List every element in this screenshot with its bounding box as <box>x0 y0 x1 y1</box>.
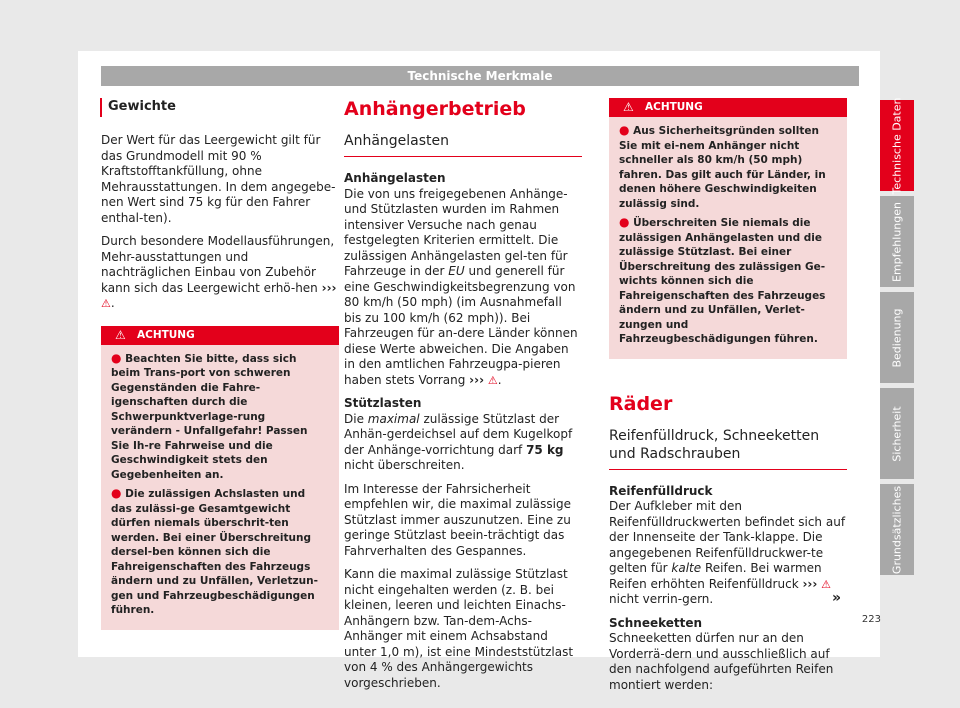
subheading: Anhängelasten <box>344 171 446 185</box>
tab-sicherheit[interactable]: Sicherheit <box>880 388 914 479</box>
ref-arrows-icon: ››› <box>469 372 485 387</box>
subheading: Schneeketten <box>609 615 703 630</box>
bullet-icon: ● <box>111 350 122 365</box>
page-number: 223 <box>861 614 881 625</box>
warning-triangle-icon: ⚠ <box>623 100 634 114</box>
paragraph: Die maximal zulässige Stützlast der Anhän-gerdeichsel auf dem Kugelkopf der Anhänge-vorrichtung darf 75 kg nicht überschreiten. <box>344 411 573 472</box>
column-trailer <box>344 98 582 699</box>
ref-arrows-icon: ››› <box>321 280 337 295</box>
subheading: Stützlasten <box>344 396 422 410</box>
chapter-title: Räder <box>609 392 673 415</box>
subheading: Reifenfülldruck <box>609 483 713 498</box>
paragraph: Der Aufkleber mit den Reifenfülldruckwerten befindet sich auf der Innenseite der Tank-klappe. Die angegebenen Reifenfülldruckwer-te gelten für kalte Reifen. Bei warmen Reifen erhöhten Reifenfülldruck ››› ⚠ nicht verrin-gern. <box>609 499 846 606</box>
chapter-subtitle: Reifenfülldruck, Schneeketten und Radschrauben <box>609 427 847 470</box>
paragraph: Durch besondere Modellausführungen, Mehr-ausstattungen und nachträglichen Einbau von Zubehör kann sich das Leergewicht erhö-hen ››› ⚠. <box>101 234 337 310</box>
warning-item: ● Die zulässigen Achslasten und das zulässi-ge Gesamtgewicht dürfen niemals überschrit-ten werden. Bei einer Überschreitung dersel-ben können sich die Fahreigenschaften des Fahrzeugs ändern und zu Unfällen, Verletzun-gen und Fahrzeugbeschädigungen führen. <box>111 486 318 616</box>
warning-triangle-icon: ⚠ <box>487 373 498 387</box>
page-header: Technische Merkmale <box>101 66 859 86</box>
ref-arrows-icon: ››› <box>802 576 818 591</box>
chapter-subtitle: Anhängelasten <box>344 132 582 157</box>
tab-empfehlungen[interactable]: Empfehlungen <box>880 196 914 287</box>
warning-box <box>101 326 339 630</box>
chapter-title: Anhängerbetrieb <box>344 98 526 120</box>
bullet-icon: ● <box>619 215 630 229</box>
column-wheels <box>609 98 847 701</box>
warning-triangle-icon: ⚠ <box>101 297 111 310</box>
paragraph: Der Wert für das Leergewicht gilt für das Grundmodell mit 90 % Kraftstofftankfüllung, ohne Mehrausstattungen. In dem angegebe-nen Wert sind 75 kg für den Fahrer enthal-ten). <box>101 133 336 225</box>
column-weights <box>101 98 339 630</box>
tab-technische-daten[interactable]: Technische Daten <box>880 100 914 191</box>
warning-item: ● Aus Sicherheitsgründen sollten Sie mit ei-nem Anhänger nicht schneller als 80 km/h (50 mph) fahren. Das gilt auch für Länder, in denen höhere Geschwindigkeiten zulässig sind. <box>619 123 826 210</box>
warning-item: ● Überschreiten Sie niemals die zulässigen Anhängelasten und die zulässige Stützlast. Bei einer Überschreitung des zulässigen Ge-wichts können sich die Fahreigenschaften des Fahrzeuges ändern und zu Unfällen, Verlet-zungen und Fahrzeugbeschädigungen führen. <box>619 215 826 345</box>
paragraph: Die von uns freigegebenen Anhänge- und Stützlasten wurden im Rahmen intensiver Versuche nach genau festgelegten Kriterien ermittelt. Die zulässigen Anhängelasten gel-ten für Fahrzeuge in der EU und generell für eine Geschwindigkeitsbegrenzung von 80 km/h (50 mph) (im Ausnahmefall bis zu 100 km/h (62 mph)). Bei Fahrzeugen für an-dere Länder können diese Werte abweichen. Die Angaben in den amtlichen Fahrzeugpa-pieren haben stets Vorrang ››› ⚠. <box>344 186 578 387</box>
paragraph: Im Interesse der Fahrsicherheit empfehlen wir, die maximal zulässige Stützlast immer auszunutzen. Eine zu geringe Stützlast beein-trächtigt das Fahrverhalten des Gespannes. <box>344 481 571 558</box>
warning-triangle-icon: ⚠ <box>821 577 832 591</box>
paragraph: Schneeketten dürfen nur an den Vorderrä-dern und ausschließlich auf den nachfolgend aufgeführten Reifen montiert werden: <box>609 631 834 692</box>
continue-icon: » <box>832 590 842 606</box>
warning-box <box>609 98 847 359</box>
paragraph: Kann die maximal zulässige Stützlast nicht eingehalten werden (z. B. bei kleinen, leeren und leichten Einachs-Anhängern bzw. Tan-dem-Achs-Anhänger mit einem Achsabstand unter 1,0 m), ist eine Mindeststützlast von 4 % des Anhängergewichts vorgeschrieben. <box>344 567 574 690</box>
section-title: Gewichte <box>100 98 339 117</box>
bullet-icon: ● <box>111 486 122 500</box>
warning-header: ⚠ ACHTUNG <box>609 98 847 117</box>
tab-bedienung[interactable]: Bedienung <box>880 292 914 383</box>
warning-header: ⚠ ACHTUNG <box>101 326 339 345</box>
sidebar-tabs <box>880 97 914 580</box>
tab-grundsaetzliches[interactable]: Grundsätzliches <box>880 484 914 575</box>
bullet-icon: ● <box>619 123 630 137</box>
warning-triangle-icon: ⚠ <box>115 327 126 342</box>
warning-item: ● Beachten Sie bitte, dass sich beim Trans-port von schweren Gegenständen die Fahre-igenschaften durch die Schwerpunktverlage-rung verändern - Unfallgefahr! Passen Sie Ih-re Fahrweise und die Geschwindigkeit stets den Gegebenheiten an. <box>111 350 308 481</box>
